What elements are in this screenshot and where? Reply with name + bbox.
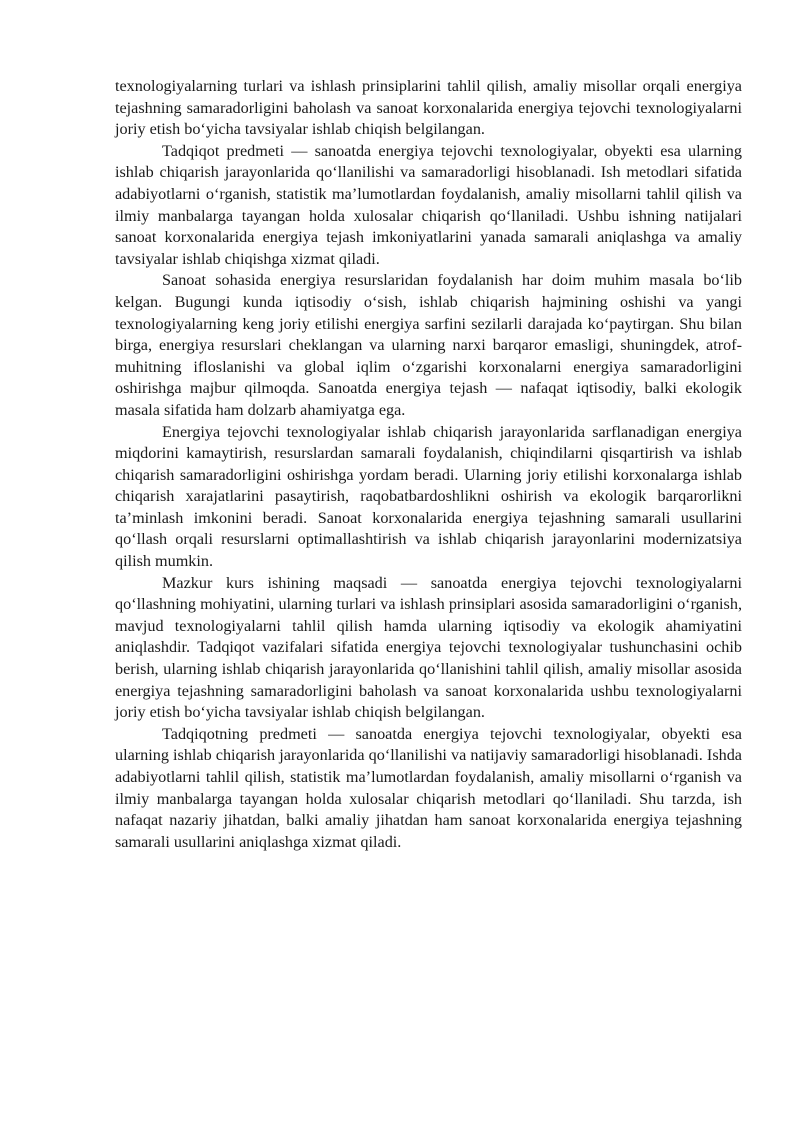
paragraph-research-subject: Tadqiqot predmeti — sanoatda energiya tejovchi texnologiyalar, obyekti esa ularning ishlab chiqarish jarayonlarida qo‘llanilishi va samaradorligi hisoblanadi. Ish metodlari sifatida adabiyotlarni o‘rganish, statistik ma’lumotlardan foydalanish, amaliy misollarni tahlil qilish va ilmiy manbalarga tayangan holda xulosalar chiqarish qo‘llaniladi. Ushbu ishning natijalari sanoat korxonalarida energiya tejash imkoniyatlarini yanada samarali aniqlashga va amaliy tavsiyalar ishlab chiqishga xizmat qiladi. — [115, 141, 742, 268]
paragraph-research-methods: Tadqiqotning predmeti — sanoatda energiya tejovchi texnologiyalar, obyekti esa ularning ishlab chiqarish jarayonlarida qo‘llanilishi va natijaviy samaradorligi hisoblanadi. Ishda adabiyotlarni tahlil qilish, statistik ma’lumotlardan foydalanish, amaliy misollarni o‘rganish va ilmiy manbalarga tayangan holda xulosalar chiqarish metodlari qo‘llaniladi. Shu tarzda, ish nafaqat nazariy jihatdan, balki amaliy jihatdan ham sanoat korxonalarida energiya tejashning samarali usullarini aniqlashga xizmat qiladi. — [115, 724, 742, 851]
paragraph-energy-technologies: Energiya tejovchi texnologiyalar ishlab chiqarish jarayonlarida sarflanadigan energiya miqdorini kamaytirish, resurslardan samarali foydalanish, chiqindilarni qisqartirish va ishlab chiqarish samaradorligini oshirishga yordam beradi. Ularning joriy etilishi korxonalarga ishlab chiqarish xarajatlarini pasaytirish, raqobatbardoshlikni oshirish va ekologik barqarorlikni ta’minlash imkonini beradi. Sanoat korxonalarida energiya tejashning samarali usullarini qo‘llash orqali resurslarni optimallashtirish va ishlab chiqarish jarayonlarini modernizatsiya qilish mumkin. — [115, 422, 742, 571]
paragraph-continuation: texnologiyalarning turlari va ishlash prinsiplarini tahlil qilish, amaliy misollar orqali energiya tejashning samaradorligini baholash va sanoat korxonalarida energiya tejovchi texnologiyalarni joriy etish bo‘yicha tavsiyalar ishlab chiqish belgilangan. — [115, 77, 742, 139]
paragraph-course-goal: Mazkur kurs ishining maqsadi — sanoatda energiya tejovchi texnologiyalarni qo‘llashning mohiyatini, ularning turlari va ishlash prinsiplari asosida samaradorligini o‘rganish, mavjud texnologiyalarni tahlil qilish hamda ularning iqtisodiy va ekologik ahamiyatini aniqlashdir. Tadqiqot vazifalari sifatida energiya tejovchi texnologiyalar tushunchasini ochib berish, ularning ishlab chiqarish jarayonlarida qo‘llanishini tahlil qilish, amaliy misollar asosida energiya tejashning samaradorligini baholash va sanoat korxonalarida ushbu texnologiyalarni joriy etish bo‘yicha tavsiyalar ishlab chiqish belgilangan. — [115, 573, 742, 722]
document-page — [115, 76, 742, 853]
paragraph-energy-importance: Sanoat sohasida energiya resurslaridan foydalanish har doim muhim masala bo‘lib kelgan. Bugungi kunda iqtisodiy o‘sish, ishlab chiqarish hajmining oshishi va yangi texnologiyalarning keng joriy etilishi energiya sarfini sezilarli darajada ko‘paytirgan. Shu bilan birga, energiya resurslari cheklangan va ularning narxi barqaror emasligi, shuningdek, atrof-muhitning ifloslanishi va global iqlim o‘zgarishi korxonalarni energiya samaradorligini oshirishga majbur qilmoqda. Sanoatda energiya tejash — nafaqat iqtisodiy, balki ekologik masala sifatida ham dolzarb ahamiyatga ega. — [115, 271, 742, 419]
